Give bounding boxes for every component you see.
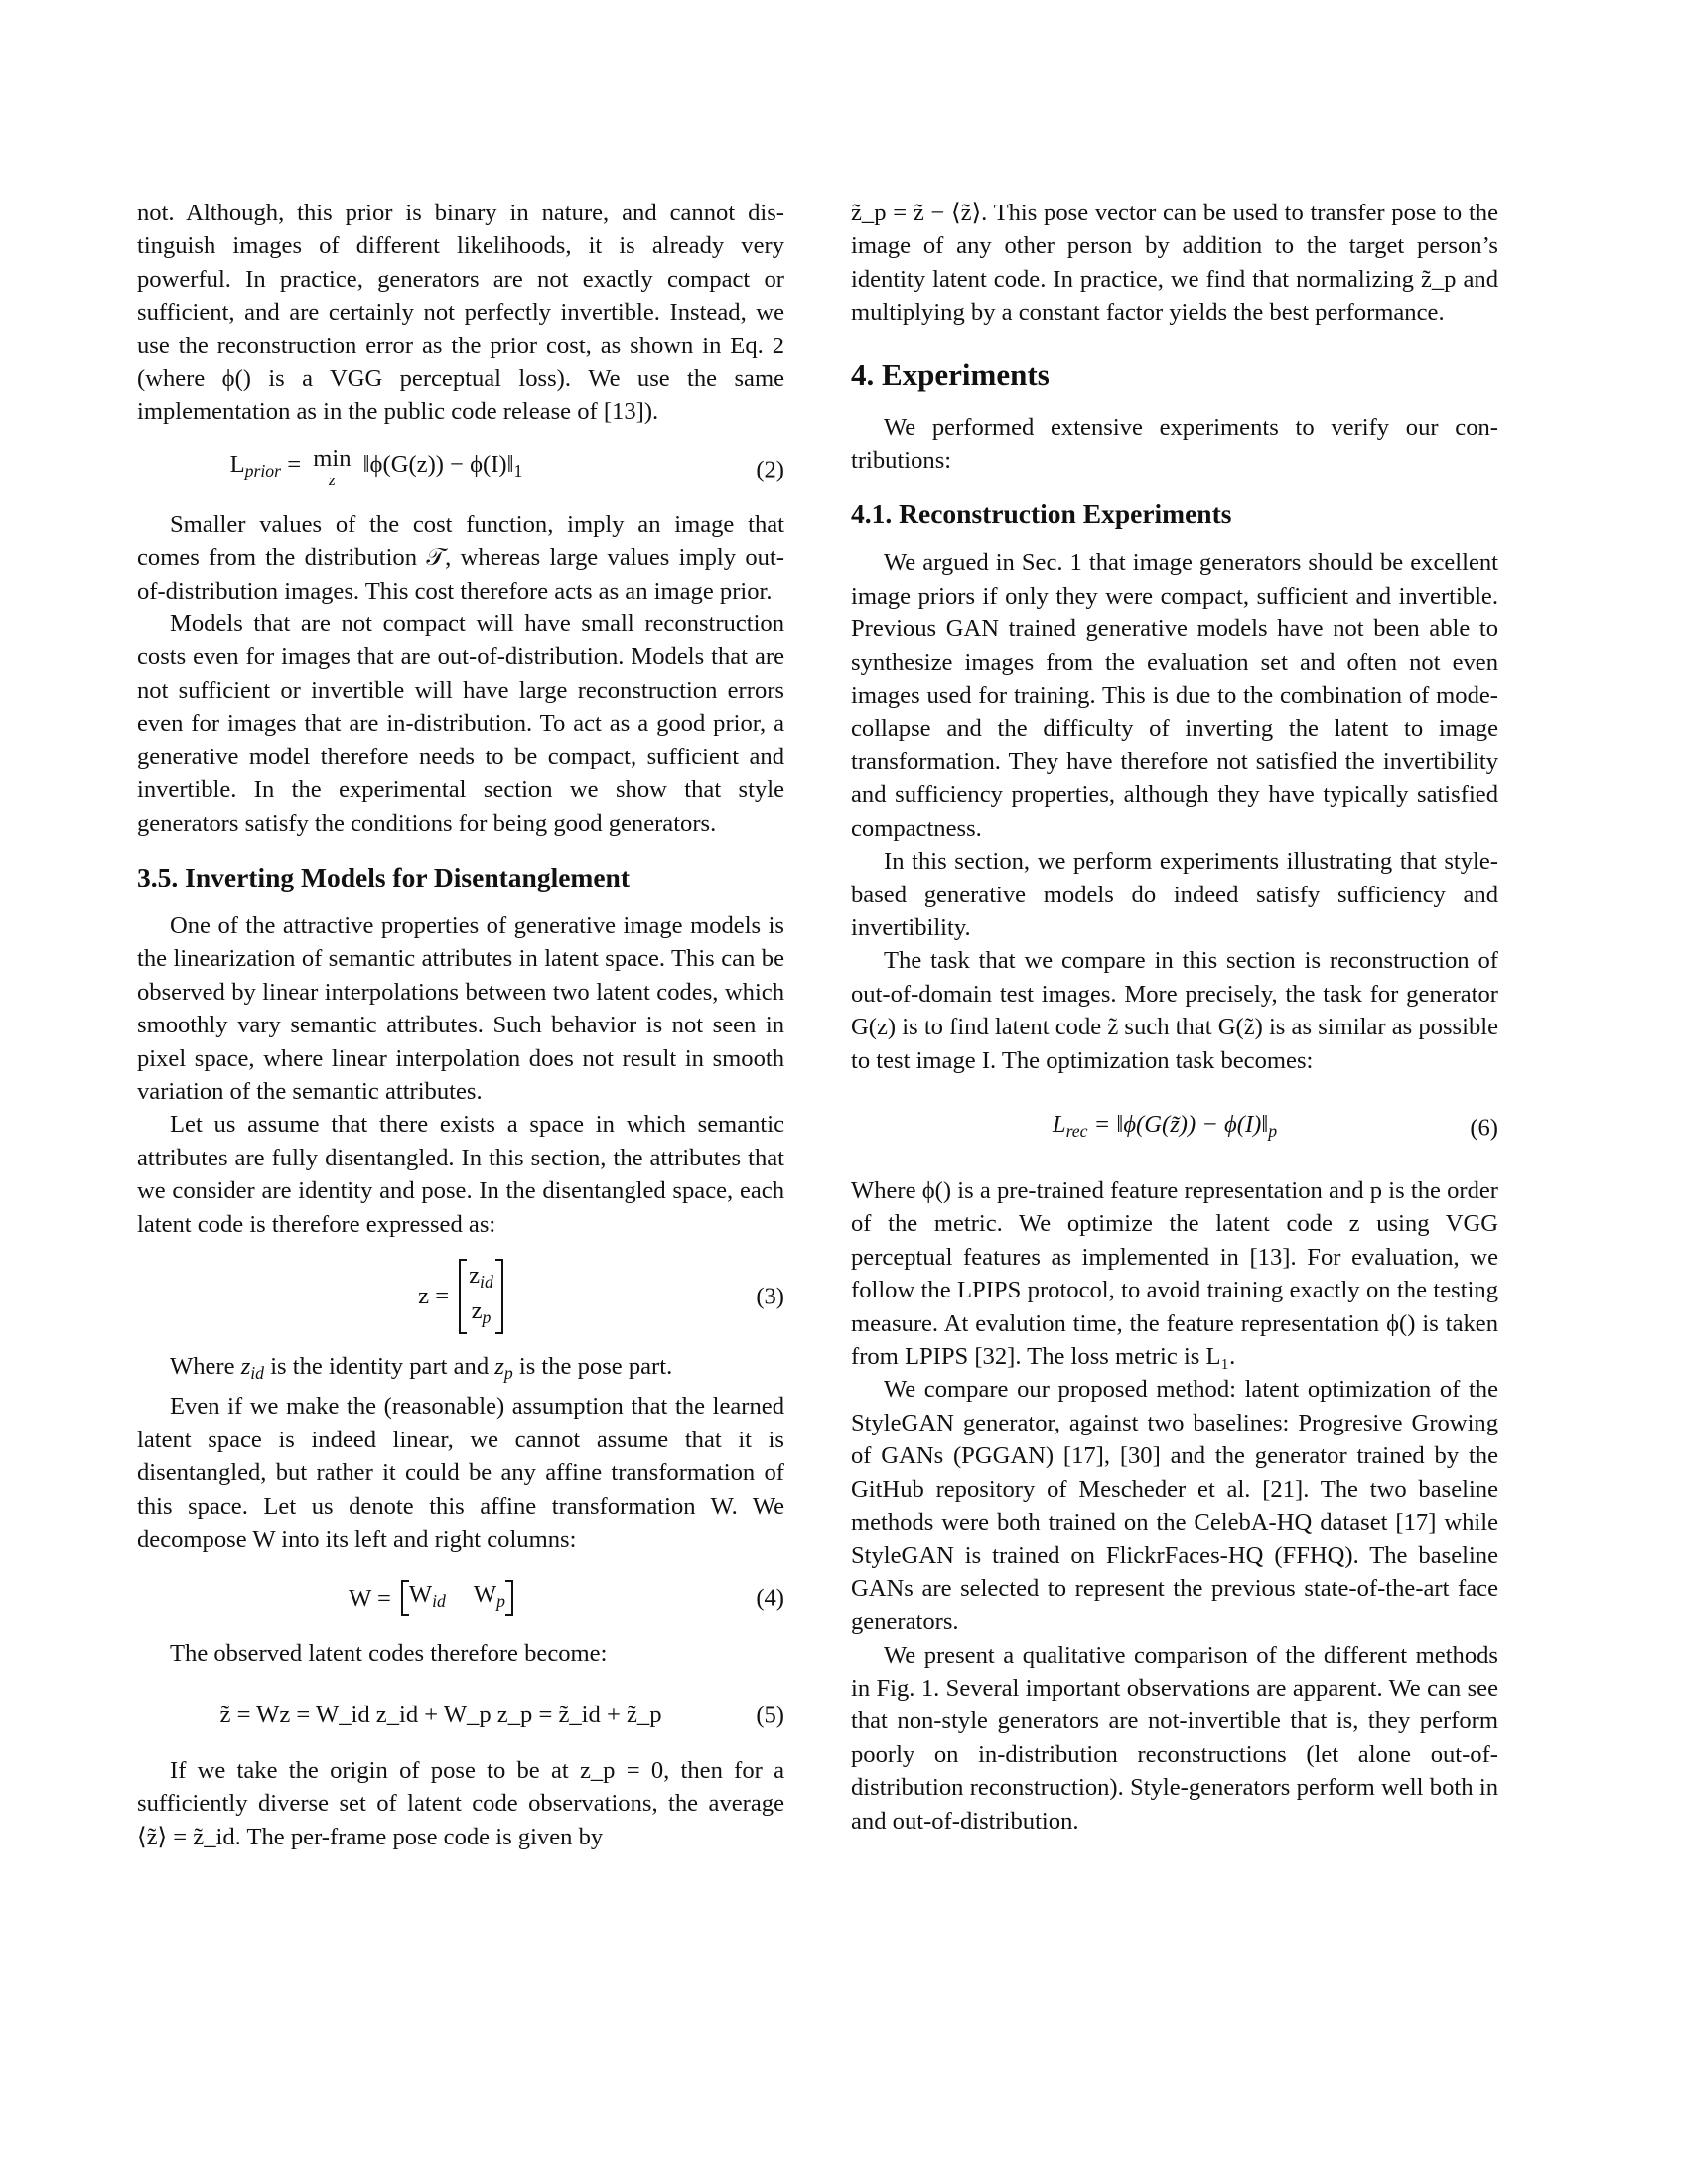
section-heading-4-1: 4.1. Reconstruction Experiments <box>851 498 1232 530</box>
equation-number: (3) <box>756 1283 784 1310</box>
paragraph: In this section, we perform experiments illustrating that style-based generative models do indeed satisfy sufficiency and invertibility. <box>851 848 1498 941</box>
equation-4: W = $W_{id}$ $W_p$ (4) <box>137 1566 784 1631</box>
paragraph: z̃_p = z̃ − ⟨z̃⟩. This pose vector can be used to transfer pose to the image of any other person by addition to the target person’s identity latent code. In practice, we find that normalizing z̃_p and multiplying by a constant factor yields the best performance. <box>851 200 1498 327</box>
section-heading-3-5: 3.5. Inverting Models for Disentanglement <box>137 861 630 892</box>
paragraph: not. Although, this prior is binary in nature, and cannot distinguish images of different likelihoods, it is already very powerful. In practice, generators are not exactly compact or sufficient, and are certainly not perfectly invertible. Instead, we use the reconstruction error as the prior cost, as shown in Eq. 2 (where ϕ() is a VGG perceptual loss). We use the same implementation as in the public code release of [13]). <box>137 200 784 426</box>
paragraph: Let us assume that there exists a space in which semantic attributes are fully disentangled. In this section, the attributes that we consider are identity and pose. In the disentangled space, each latent code is therefore expressed as: <box>137 1111 784 1238</box>
left-column <box>137 197 784 1853</box>
row-vector: $W_{id}$ $W_p$ <box>401 1580 513 1616</box>
equation-number: (6) <box>1470 1114 1498 1142</box>
section-heading-4: 4. Experiments <box>851 356 1050 392</box>
paragraph: Where ϕ() is a pre-trained feature representation and p is the order of the metric. We optimize the latent code z using VGG perceptual features as implemented in [13]. For evaluation, we follow the LPIPS protocol, to avoid training exactly on the testing measure. At evalution time, the feature representation ϕ() is taken from LPIPS [32]. The loss metric is L₁. <box>851 1176 1498 1370</box>
right-column <box>851 197 1498 1838</box>
paragraph: Even if we make the (reasonable) assumption that the learned latent space is indeed linear, we cannot assume that it is disentangled, but rather it could be any affine transformation of this space. Let us denote this affine transformation W. We decompose W into its left and right columns: <box>137 1393 784 1553</box>
paragraph: We present a qualitative comparison of the different methods in Fig. 1. Several important observations are apparent. We can see that non-style generators are not-invertible that is, they perform poorly on in-distribution reconstructions (let alone out-of-distribution reconstruction). Style-generators perform well both in and out-of-distribution. <box>851 1641 1498 1835</box>
equation-6: $L_{rec}$ = ‖ϕ(G(z̃)) − $\phi(I)‖_p$ (6) <box>851 1085 1498 1170</box>
paragraph: We compare our proposed method: latent optimization of the StyleGAN generator, against two baselines: Progresive Growing of GANs (PGGAN) [17], [30] and the generator trained by the GitHub repository of Mescheder et al. [21]. The two baseline methods were both trained on the CelebA-HQ dataset [17] while StyleGAN is trained on FlickrFaces-HQ (FFHQ). The baseline GANs are selected to represent the previous state-of-the-art face generators. <box>851 1376 1498 1636</box>
equation-number: (4) <box>756 1584 784 1612</box>
paragraph: The observed latent codes therefore become: <box>170 1640 608 1668</box>
paragraph: We argued in Sec. 1 that image generators should be excellent image priors if only they were compact, sufficient and invertible. Previous GAN trained generative models have not been able to synthesize images from the evaluation set and often not even images used for training. This is due to the combination of mode-collapse and the difficulty of inverting the latent to image transformation. They have therefore not satisfied the invertibility and sufficiency properties, although they have typically satisfied compactness. <box>851 549 1498 842</box>
column-vector: $z_{id}$ $z_p$ <box>459 1259 503 1334</box>
equation-number: (2) <box>756 456 784 483</box>
paragraph: Where $z_{id}$ is the identity part and $z_p$ is the pose part. <box>170 1352 673 1383</box>
equation-number: (5) <box>756 1702 784 1729</box>
equation-5: z̃ = Wz = W_id z_id + W_p z_p = z̃_id + z̃_p (5) <box>137 1683 784 1748</box>
min-operator: min z <box>313 444 352 489</box>
paragraph: The task that we compare in this section is reconstruction of out-of-domain test images. More precisely, the task for generator G(z) is to find latent code z̃ such that G(z̃) is as similar as possible to test image I. The optimization task becomes: <box>851 947 1498 1074</box>
paragraph: If we take the origin of pose to be at z_p = 0, then for a sufficiently diverse set of latent code observations, the average ⟨z̃⟩ = z̃_id. The per-frame pose code is given by <box>137 1756 784 1850</box>
paragraph: We performed extensive experiments to verify our contributions: <box>851 413 1498 475</box>
equation-3: z = $z_{id}$ $z_p$ (3) <box>137 1249 784 1344</box>
paragraph: Smaller values of the cost function, imply an image that comes from the distribution 𝒯, whereas large values imply out-of-distribution images. This cost therefore acts as an image prior. <box>137 510 784 605</box>
equation-2: $L_{prior}$ = min z ‖ϕ(G(z)) − $\phi(I)‖_1$ (2) <box>229 444 784 489</box>
paragraph: Models that are not compact will have small reconstruction costs even for images that are out-of-distribution. Models that are not sufficient or invertible will have large reconstruction errors even for images that are in-distribution. To act as a good prior, a generative model therefore needs to be compact, sufficient and invertible. In the experimental section we show that style generators satisfy the conditions for being good generators. <box>137 611 784 837</box>
paragraph: One of the attractive properties of generative image models is the linearization of semantic attributes in latent space. This can be observed by linear interpolations between two latent codes, which smoothly vary semantic attributes. Such behavior is not seen in pixel space, where linear interpolation does not result in smooth variation of the semantic attributes. <box>137 911 784 1105</box>
